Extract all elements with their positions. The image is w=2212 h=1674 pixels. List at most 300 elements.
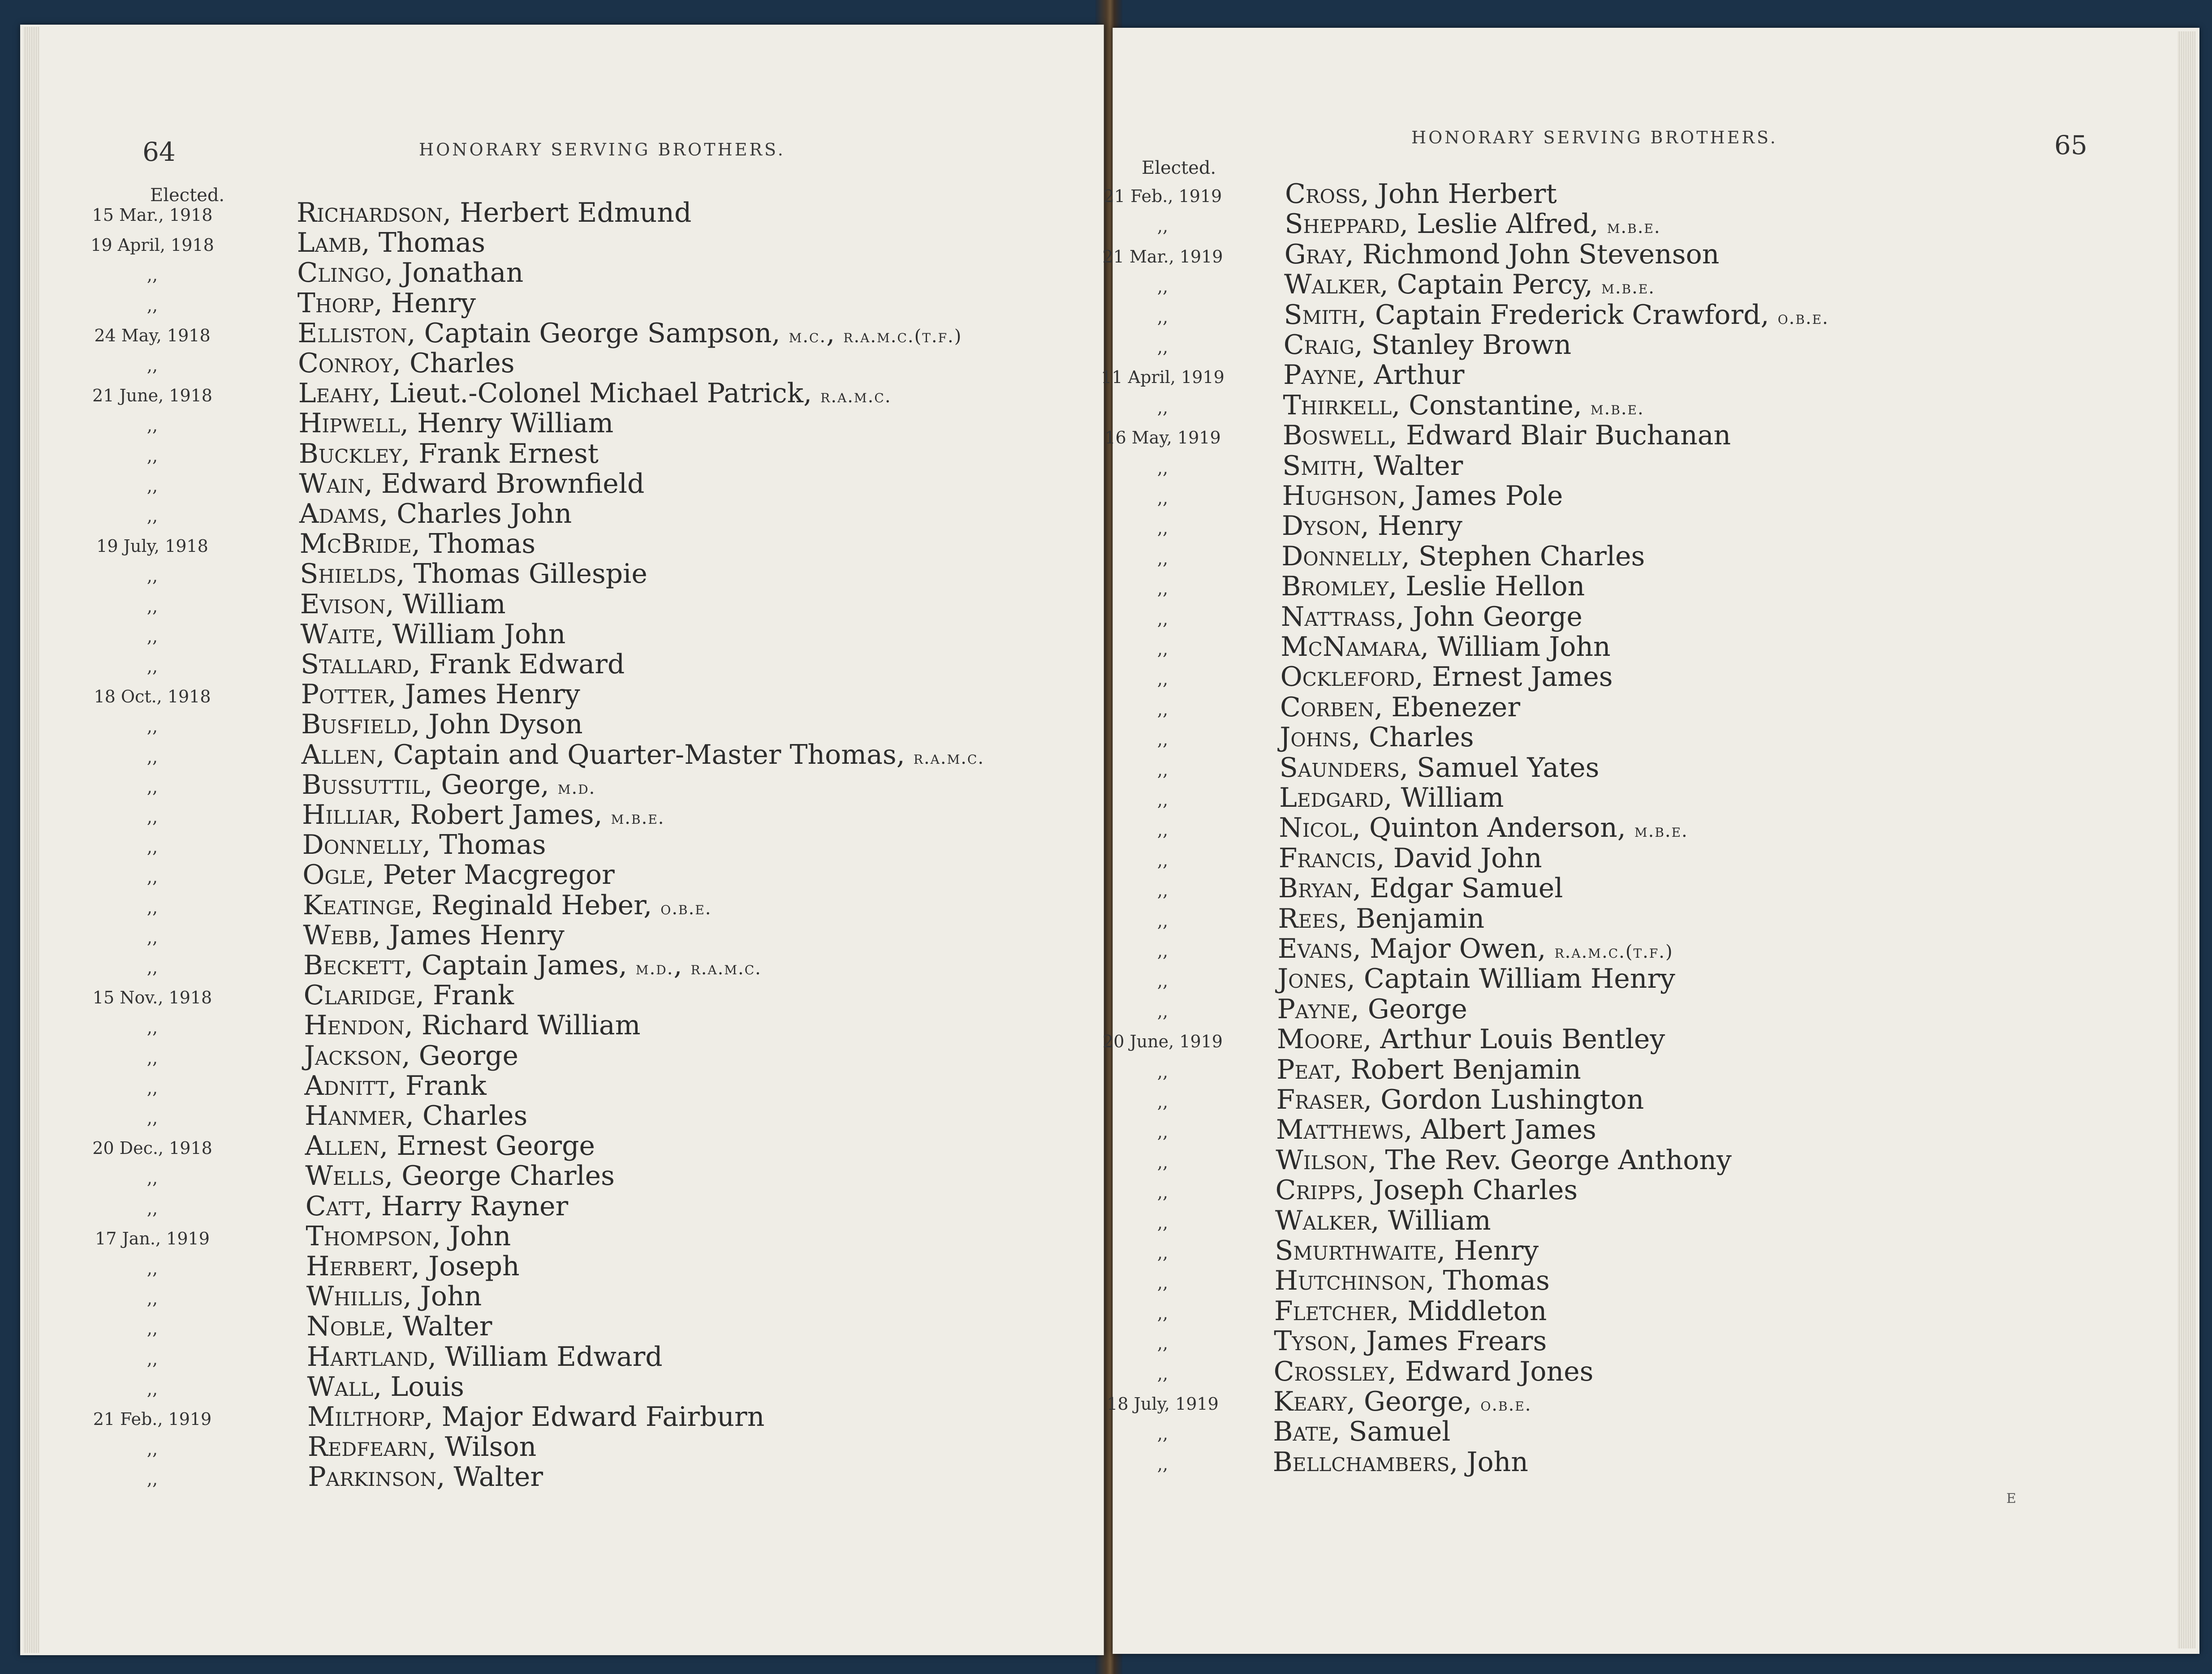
member-name <box>298 378 892 409</box>
right-elected-label: Elected. <box>1142 158 1216 178</box>
member-given-names: , Robert James, m.b.e. <box>393 799 665 831</box>
member-given-names: , Arthur <box>1357 359 1465 391</box>
member-given-names: , John Dyson <box>411 709 583 740</box>
elected-date: 24 May, 1918 <box>94 325 211 345</box>
member-surname: Walker <box>1275 1205 1371 1236</box>
elected-date: ,, <box>147 446 158 466</box>
member-given-names: , William <box>1384 782 1504 813</box>
member-surname: Whillis <box>306 1281 403 1313</box>
member-surname: Payne <box>1283 359 1357 391</box>
elected-date: ,, <box>1157 699 1169 719</box>
elected-date: ,, <box>147 626 158 646</box>
member-name <box>1275 1265 1550 1296</box>
member-name <box>1285 239 1720 270</box>
member-surname: Johns <box>1280 722 1352 753</box>
member-given-names: , Edward Blair Buchanan <box>1388 420 1731 452</box>
member-name <box>304 1040 518 1072</box>
member-name <box>1279 782 1504 813</box>
elected-date: ,, <box>147 927 158 947</box>
right-page-number: 65 <box>2054 130 2087 160</box>
member-given-names: , Edgar Samuel <box>1353 873 1563 904</box>
member-surname: Hutchinson <box>1274 1265 1426 1297</box>
member-surname: Hipwell <box>298 408 400 439</box>
member-name <box>302 769 595 800</box>
member-given-names: , Samuel <box>1332 1416 1451 1448</box>
member-name <box>303 950 762 981</box>
member-surname: Boswell <box>1282 420 1389 452</box>
member-surname: Hanmer <box>305 1100 405 1132</box>
member-given-names: , George <box>1350 993 1467 1025</box>
member-name <box>1277 994 1467 1025</box>
member-name <box>1281 541 1645 572</box>
member-given-names: , Captain George Sampson, m.c., r.a.m.c.(t.f.) <box>407 317 962 349</box>
member-surname: Adnitt <box>304 1070 388 1102</box>
elected-date: 19 July, 1918 <box>96 536 208 556</box>
member-name <box>1276 1145 1732 1176</box>
elected-date: ,, <box>1157 941 1169 961</box>
elected-date: ,, <box>1157 1152 1169 1172</box>
elected-date: ,, <box>1157 911 1169 931</box>
member-name <box>1273 1446 1528 1478</box>
left-page-edges <box>23 27 39 1653</box>
member-surname: Conroy <box>298 348 392 379</box>
member-given-names: , Walter <box>1356 450 1463 482</box>
member-surname: Crossley <box>1273 1356 1388 1387</box>
elected-date: 21 Mar., 1919 <box>1102 246 1223 267</box>
member-surname: Hughson <box>1282 480 1398 512</box>
elected-date: ,, <box>147 1198 158 1218</box>
member-surname: Saunders <box>1279 752 1400 783</box>
member-surname: Smurthwaite <box>1275 1235 1437 1266</box>
member-name <box>298 408 613 439</box>
member-surname: Craig <box>1283 329 1354 361</box>
member-name <box>298 318 962 349</box>
member-name <box>306 1311 492 1342</box>
member-name <box>299 498 572 529</box>
member-surname: Redfearn <box>307 1431 428 1463</box>
member-name <box>301 679 580 710</box>
elected-date: ,, <box>1157 518 1169 538</box>
member-name <box>1278 933 1673 964</box>
member-surname: Evison <box>300 588 386 620</box>
elected-date: ,, <box>1157 1454 1169 1474</box>
member-given-names: , John George <box>1396 601 1582 633</box>
member-given-names: , George, m.d. <box>424 769 596 800</box>
member-given-names: , Charles <box>392 348 515 379</box>
member-given-names: , Edward Brownfield <box>364 468 645 499</box>
member-surname: Waite <box>300 618 375 650</box>
member-given-names: , Gordon Lushington <box>1363 1084 1644 1115</box>
member-name <box>1278 873 1563 904</box>
member-name <box>305 1130 595 1162</box>
member-surname: Walker <box>1284 269 1380 301</box>
member-surname: Allen <box>305 1130 380 1162</box>
elected-date: ,, <box>147 1018 158 1038</box>
elected-date: 18 July, 1919 <box>1107 1394 1219 1414</box>
member-surname: Thirkell <box>1283 389 1392 421</box>
member-given-names: , Benjamin <box>1338 903 1485 934</box>
elected-date: ,, <box>147 867 158 887</box>
member-given-names: , The Rev. George Anthony <box>1368 1144 1732 1176</box>
member-given-names: , Henry <box>374 287 476 319</box>
member-given-names: , Ernest George <box>379 1130 595 1162</box>
member-name <box>304 980 514 1011</box>
member-surname: Wain <box>299 468 364 499</box>
member-given-names: , Robert Benjamin <box>1333 1054 1581 1085</box>
member-name <box>1281 631 1610 663</box>
elected-date: ,, <box>147 356 158 375</box>
member-surname: Ogle <box>302 859 366 891</box>
member-given-names: , James Frears <box>1349 1325 1547 1357</box>
member-given-names: , Albert James <box>1404 1114 1596 1146</box>
elected-date: ,, <box>1157 730 1169 750</box>
member-given-names: , William <box>1371 1205 1491 1236</box>
member-name <box>1280 692 1520 723</box>
member-surname: Nicol <box>1279 812 1352 844</box>
member-given-names: , Leslie Alfred, m.b.e. <box>1400 208 1661 240</box>
elected-date: ,, <box>147 295 158 315</box>
member-given-names: , Harry Rayner <box>364 1190 569 1222</box>
member-name <box>1284 269 1655 300</box>
member-name <box>297 197 691 228</box>
member-surname: Keary <box>1273 1386 1347 1417</box>
elected-date: ,, <box>1157 1213 1169 1233</box>
member-surname: Bryan <box>1278 873 1353 904</box>
member-surname: Wall <box>307 1371 374 1403</box>
elected-date: ,, <box>1157 548 1169 568</box>
member-given-names: , Joseph Charles <box>1355 1175 1578 1206</box>
elected-date: ,, <box>147 1349 158 1369</box>
member-surname: Hendon <box>304 1010 405 1041</box>
elected-date: ,, <box>147 596 158 616</box>
member-surname: Smith <box>1284 299 1358 331</box>
member-surname: Bussuttil <box>302 769 424 800</box>
elected-date: ,, <box>1157 458 1169 478</box>
member-surname: Tyson <box>1274 1325 1349 1357</box>
elected-date: ,, <box>147 265 158 285</box>
member-name <box>306 1251 520 1282</box>
elected-date: ,, <box>1157 307 1169 327</box>
member-given-names: , Lieut.-Colonel Michael Patrick, r.a.m.c. <box>372 378 892 409</box>
member-name <box>306 1191 568 1222</box>
member-given-names: , Henry William <box>400 408 614 439</box>
member-surname: Thorp <box>297 287 374 319</box>
member-name <box>302 739 984 770</box>
member-name <box>1284 329 1571 361</box>
member-surname: Rees <box>1278 903 1339 934</box>
member-surname: Cripps <box>1275 1175 1356 1206</box>
member-name <box>299 468 644 499</box>
member-name <box>1276 1114 1596 1145</box>
member-given-names: , Frank <box>388 1070 487 1102</box>
member-surname: Noble <box>306 1311 386 1343</box>
member-name <box>1280 722 1474 753</box>
member-surname: Bellchambers <box>1272 1446 1450 1478</box>
signature-mark: E <box>2006 1491 2016 1506</box>
member-surname: Francis <box>1278 842 1376 874</box>
member-name <box>1282 480 1563 512</box>
elected-date: ,, <box>147 657 158 676</box>
member-given-names: , Samuel Yates <box>1399 752 1600 783</box>
elected-date: ,, <box>1157 1273 1169 1293</box>
member-surname: Fraser <box>1276 1084 1364 1115</box>
elected-date: ,, <box>1157 971 1169 991</box>
elected-date: 16 May, 1919 <box>1104 428 1221 448</box>
elected-date: ,, <box>147 1319 158 1339</box>
member-given-names: , Thomas <box>422 829 546 861</box>
member-surname: Smith <box>1282 450 1357 482</box>
member-name <box>302 799 664 831</box>
member-name <box>305 1100 527 1132</box>
elected-date: ,, <box>1157 1243 1169 1263</box>
member-name <box>308 1461 543 1493</box>
member-name <box>300 528 536 559</box>
member-surname: Bromley <box>1281 571 1388 602</box>
member-surname: McBride <box>299 528 412 560</box>
member-name <box>303 890 712 921</box>
elected-date: ,, <box>1157 1424 1169 1444</box>
member-given-names: , Henry <box>1436 1235 1539 1266</box>
member-name <box>306 1281 482 1312</box>
member-surname: Hilliar <box>302 799 393 831</box>
member-surname: Jackson <box>304 1040 402 1072</box>
member-given-names: , Constantine, m.b.e. <box>1392 389 1644 421</box>
member-name <box>300 558 647 590</box>
member-name <box>299 438 599 469</box>
right-page-edges <box>2178 31 2195 1648</box>
left-elected-label: Elected. <box>150 185 225 206</box>
member-surname: Adams <box>299 498 380 529</box>
elected-date: ,, <box>1157 639 1169 659</box>
member-name <box>1275 1205 1491 1236</box>
member-given-names: , Charles <box>1351 722 1474 753</box>
member-surname: Cross <box>1285 178 1361 210</box>
right-running-head: HONORARY SERVING BROTHERS. <box>1411 128 1778 147</box>
elected-date: 17 Jan., 1919 <box>95 1228 210 1248</box>
elected-date: ,, <box>1157 669 1169 689</box>
left-running-head: HONORARY SERVING BROTHERS. <box>419 140 785 159</box>
member-surname: Allen <box>301 739 376 770</box>
member-given-names: , Thomas <box>1426 1265 1550 1297</box>
member-name <box>302 859 615 891</box>
member-given-names: , Henry <box>1360 510 1462 542</box>
member-name <box>1284 299 1828 331</box>
member-given-names: , Frank Edward <box>412 649 625 680</box>
elected-date: ,, <box>1157 790 1169 810</box>
member-given-names: , Herbert Edmund <box>443 197 692 228</box>
elected-date: ,, <box>1157 1092 1169 1112</box>
member-surname: Bate <box>1273 1416 1332 1448</box>
member-surname: Beckett <box>303 950 405 981</box>
member-given-names: , John <box>403 1281 482 1313</box>
member-name <box>1281 661 1613 693</box>
elected-date: ,, <box>1157 1334 1169 1354</box>
elected-date: ,, <box>147 416 158 436</box>
member-name <box>1283 359 1464 391</box>
member-name <box>1283 420 1731 451</box>
member-given-names: , Quinton Anderson, m.b.e. <box>1352 812 1688 844</box>
member-surname: Shields <box>300 558 397 590</box>
member-given-names: , Middleton <box>1390 1295 1547 1327</box>
member-name <box>1276 1175 1578 1206</box>
member-name <box>1276 1084 1644 1115</box>
member-surname: Keatinge <box>302 889 414 921</box>
member-surname: Buckley <box>298 438 402 469</box>
member-given-names: , Captain James, m.d., r.a.m.c. <box>404 950 762 981</box>
elected-date: ,, <box>1157 216 1169 237</box>
member-name <box>300 589 506 620</box>
member-surname: Hartland <box>306 1341 428 1373</box>
elected-date: ,, <box>147 476 158 496</box>
elected-date: ,, <box>1157 397 1169 417</box>
member-given-names: , Thomas Gillespie <box>396 558 647 590</box>
member-surname: Richardson <box>297 197 443 228</box>
member-given-names: , David John <box>1376 842 1542 874</box>
elected-date: ,, <box>147 717 158 737</box>
elected-date: ,, <box>147 1168 158 1188</box>
elected-date: ,, <box>1157 1364 1169 1384</box>
elected-date: ,, <box>147 1379 158 1399</box>
member-name <box>302 829 546 861</box>
member-surname: Wilson <box>1276 1144 1368 1176</box>
member-given-names: , William John <box>1420 631 1611 663</box>
member-given-names: , George Charles <box>384 1160 615 1192</box>
member-surname: Fletcher <box>1274 1295 1391 1327</box>
elected-date: ,, <box>147 1108 158 1128</box>
elected-date: ,, <box>1157 488 1169 508</box>
member-given-names: , Captain Frederick Crawford, o.b.e. <box>1358 299 1829 331</box>
member-given-names: , Jonathan <box>384 257 524 289</box>
elected-date: ,, <box>147 747 158 767</box>
elected-date: ,, <box>147 1259 158 1278</box>
member-given-names: , John Herbert <box>1360 178 1557 210</box>
member-name <box>300 619 565 650</box>
member-name <box>1285 208 1660 240</box>
member-surname: Nattrass <box>1281 601 1396 633</box>
elected-date: ,, <box>1157 579 1169 599</box>
member-name <box>305 1160 615 1192</box>
member-given-names: , William <box>385 588 506 620</box>
member-surname: Leahy <box>298 378 372 409</box>
member-name <box>1274 1295 1547 1327</box>
member-given-names: , Arthur Louis Bentley <box>1363 1024 1665 1055</box>
member-name <box>308 1431 537 1463</box>
member-name <box>1281 571 1585 602</box>
member-surname: Evans <box>1277 933 1353 964</box>
member-name <box>1276 1054 1581 1085</box>
member-given-names: , Ebenezer <box>1374 691 1520 723</box>
member-name <box>1282 450 1463 482</box>
elected-date: 20 Dec., 1918 <box>92 1138 212 1158</box>
member-name <box>306 1221 511 1252</box>
elected-date: 15 Nov., 1918 <box>92 988 212 1008</box>
elected-date: 11 April, 1919 <box>1101 367 1225 387</box>
member-surname: Catt <box>305 1190 364 1222</box>
member-name <box>1281 601 1582 633</box>
member-given-names: , James Henry <box>388 679 580 710</box>
elected-date: ,, <box>1157 337 1169 357</box>
elected-date: ,, <box>147 837 158 857</box>
elected-date: 15 Mar., 1918 <box>92 205 213 225</box>
member-given-names: , Richmond John Stevenson <box>1345 238 1720 270</box>
member-given-names: , Frank Ernest <box>401 438 599 469</box>
elected-date: ,, <box>1157 881 1169 901</box>
member-name <box>304 1010 640 1041</box>
member-name <box>303 920 564 951</box>
member-given-names: , Captain William Henry <box>1346 963 1675 995</box>
member-given-names: , Stephen Charles <box>1401 540 1645 572</box>
elected-date: 19 April, 1918 <box>91 235 214 255</box>
member-name <box>1274 1356 1594 1387</box>
member-surname: Claridge <box>303 980 416 1011</box>
member-surname: Busfield <box>301 709 412 740</box>
elected-date: ,, <box>147 807 158 827</box>
member-surname: Donnelly <box>302 829 423 861</box>
member-surname: Corben <box>1280 691 1375 723</box>
member-surname: Gray <box>1284 238 1345 270</box>
member-surname: Moore <box>1276 1024 1363 1055</box>
member-surname: Sheppard <box>1285 208 1400 240</box>
member-given-names: , Louis <box>373 1371 464 1403</box>
member-given-names: , Charles <box>405 1100 528 1132</box>
elected-date: ,, <box>147 566 158 586</box>
member-surname: Payne <box>1277 993 1351 1025</box>
member-surname: McNamara <box>1281 631 1420 663</box>
elected-date: ,, <box>147 1469 158 1489</box>
elected-date: ,, <box>1157 820 1169 840</box>
member-given-names: , William John <box>375 618 566 650</box>
member-name <box>1277 1024 1665 1055</box>
member-surname: Clingo <box>297 257 385 289</box>
member-surname: Herbert <box>306 1251 412 1282</box>
member-name <box>298 288 476 319</box>
member-name <box>304 1070 486 1102</box>
elected-date: 21 June, 1918 <box>92 386 212 406</box>
member-given-names: , Edward Jones <box>1388 1356 1594 1387</box>
member-given-names: , Major Owen, r.a.m.c.(t.f.) <box>1352 933 1673 964</box>
member-given-names: , Walter <box>436 1461 543 1493</box>
elected-date: ,, <box>147 1048 158 1068</box>
elected-date: ,, <box>147 1289 158 1309</box>
member-given-names: , Thomas <box>411 528 536 560</box>
member-given-names: , Richard William <box>404 1010 641 1041</box>
member-surname: Peat <box>1276 1054 1334 1085</box>
member-name <box>307 1341 663 1373</box>
member-surname: Donnelly <box>1281 540 1401 572</box>
elected-date: 18 Oct., 1918 <box>94 687 211 707</box>
member-given-names: , Captain Percy, m.b.e. <box>1380 269 1656 301</box>
member-surname: Stallard <box>301 649 412 680</box>
member-name <box>1279 843 1542 874</box>
elected-date: ,, <box>1157 1062 1169 1082</box>
elected-date: ,, <box>1157 1001 1169 1021</box>
member-given-names: , George <box>401 1040 518 1072</box>
member-given-names: , Joseph <box>411 1251 520 1282</box>
member-name <box>307 1371 464 1403</box>
member-given-names: , Walter <box>385 1311 492 1343</box>
elected-date: ,, <box>147 506 158 526</box>
member-surname: Elliston <box>298 317 407 349</box>
member-surname: Wells <box>305 1160 385 1192</box>
member-name <box>1285 178 1557 210</box>
member-name <box>1283 390 1644 421</box>
member-name <box>1275 1235 1539 1266</box>
member-name <box>1273 1416 1450 1447</box>
member-given-names: , Leslie Hellon <box>1388 571 1585 602</box>
member-name <box>1274 1325 1547 1357</box>
elected-date: ,, <box>1157 1303 1169 1323</box>
elected-date: 20 June, 1919 <box>1103 1032 1223 1052</box>
